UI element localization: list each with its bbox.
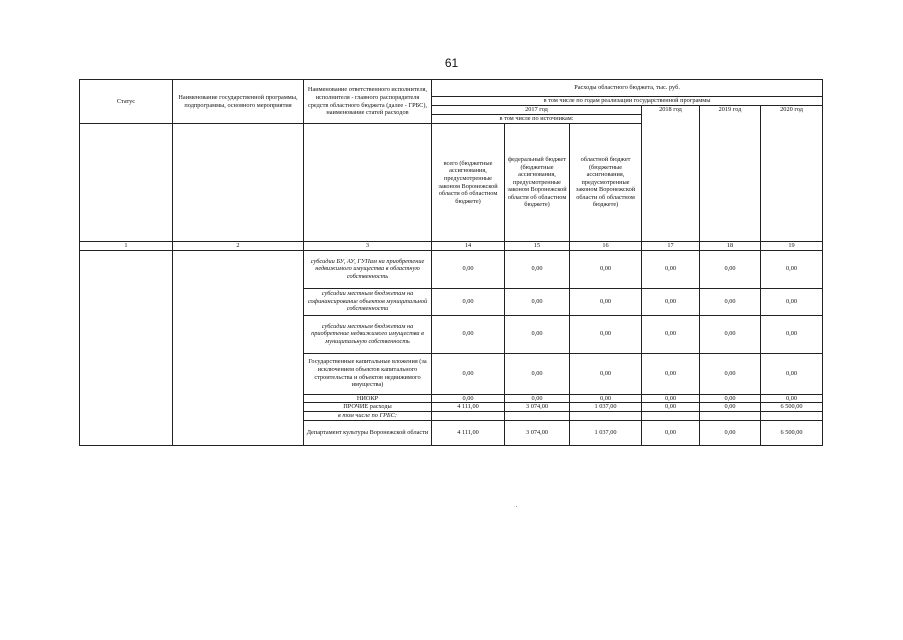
row-value: 0,00 [761, 288, 823, 315]
row-value: 0,00 [700, 403, 761, 412]
row-value [761, 411, 823, 420]
row-value: 1 037,00 [570, 420, 642, 445]
row-value: 0,00 [642, 394, 700, 403]
row-value: 0,00 [570, 250, 642, 288]
row-label: в том числе по ГРБС: [304, 411, 432, 420]
row-label: ПРОЧИЕ расходы [304, 403, 432, 412]
row-value [432, 411, 505, 420]
row-value: 0,00 [505, 288, 570, 315]
header-year-2018: 2018 год [642, 106, 700, 242]
row-value: 0,00 [761, 315, 823, 353]
row-value: 0,00 [570, 315, 642, 353]
row-value: 0,00 [570, 288, 642, 315]
column-number: 3 [304, 242, 432, 251]
column-number: 1 [80, 242, 173, 251]
row-value: 6 500,00 [761, 420, 823, 445]
row-value: 0,00 [700, 394, 761, 403]
row-label: субсидии местным бюджетам на софинансирование объектов муниципальной собственности [304, 288, 432, 315]
row-value: 3 074,00 [505, 420, 570, 445]
row-value: 0,00 [432, 315, 505, 353]
column-number: 16 [570, 242, 642, 251]
column-number: 17 [642, 242, 700, 251]
column-number: 15 [505, 242, 570, 251]
row-value: 0,00 [505, 353, 570, 394]
row-value: 4 111,00 [432, 403, 505, 412]
row-value [570, 411, 642, 420]
row-value: 4 111,00 [432, 420, 505, 445]
row-label: Государственные капитальные вложения (за исключением объектов капитального строительства и объектов недвижимого имущества) [304, 353, 432, 394]
row-label: субсидии БУ, АУ, ГУПам на приобретение недвижимого имущества в областную собственность [304, 250, 432, 288]
table-row [80, 250, 823, 288]
row-value: 0,00 [642, 403, 700, 412]
header-federal-budget: федеральный бюджет (бюджетные ассигнования, предусмотренные законом Воронежской области об областном бюджете) [505, 124, 570, 242]
row-value: 0,00 [700, 315, 761, 353]
row-value: 6 500,00 [761, 403, 823, 412]
row-value: 0,00 [570, 394, 642, 403]
row-label: субсидии местным бюджетам на приобретение недвижимого имущества в муниципальную собственность [304, 315, 432, 353]
header-year-2020: 2020 год [761, 106, 823, 242]
header-executor-name: Наименование ответственного исполнителя, исполнителя - главного распорядителя средств областного бюджета (далее - ГРБС), наименование статей расходов [304, 80, 432, 124]
header-by-years: в том числе по годам реализации государственной программы [432, 97, 823, 106]
row-value: 0,00 [505, 250, 570, 288]
row-value: 0,00 [700, 288, 761, 315]
row-value: 0,00 [432, 288, 505, 315]
row-value: 0,00 [700, 250, 761, 288]
page-number: 61 [444, 56, 459, 70]
column-number: 19 [761, 242, 823, 251]
column-number: 14 [432, 242, 505, 251]
column-number: 18 [700, 242, 761, 251]
budget-expenses-table [79, 79, 823, 446]
header-expenses-title: Расходы областного бюджета, тыс. руб. [432, 80, 823, 97]
row-value: 0,00 [642, 250, 700, 288]
program-name-cell [173, 250, 304, 445]
header-by-sources: в том числе по источникам: [432, 115, 642, 124]
row-value: 0,00 [642, 353, 700, 394]
row-value: 0,00 [642, 315, 700, 353]
column-number-row [80, 242, 823, 251]
row-value: 0,00 [432, 394, 505, 403]
status-cell [80, 250, 173, 445]
row-value: 0,00 [505, 315, 570, 353]
row-value: 0,00 [642, 420, 700, 445]
scan-speck [516, 506, 517, 507]
row-value: 0,00 [700, 353, 761, 394]
row-value: 1 037,00 [570, 403, 642, 412]
header-regional-budget: областной бюджет (бюджетные ассигнования, предусмотренные законом Воронежской области об областном бюджете) [570, 124, 642, 242]
row-value [642, 411, 700, 420]
row-value: 0,00 [700, 420, 761, 445]
row-value: 0,00 [570, 353, 642, 394]
row-label: НИОКР [304, 394, 432, 403]
column-number: 2 [173, 242, 304, 251]
header-year-2017: 2017 год [432, 106, 642, 115]
row-value: 3 074,00 [505, 403, 570, 412]
row-value: 0,00 [432, 250, 505, 288]
header-year-2019: 2019 год [700, 106, 761, 242]
row-value: 0,00 [761, 394, 823, 403]
row-value: 0,00 [761, 250, 823, 288]
row-label: Департамент культуры Воронежской области [304, 420, 432, 445]
header-total-budget: всего (бюджетные ассигнования, предусмотренные законом Воронежской области об областном бюджете) [432, 124, 505, 242]
row-value [700, 411, 761, 420]
header-status: Статус [80, 80, 173, 124]
header-program-name: Наименование государственной программы, подпрограммы, основного мероприятия [173, 80, 304, 124]
row-value [505, 411, 570, 420]
row-value: 0,00 [505, 394, 570, 403]
row-value: 0,00 [761, 353, 823, 394]
row-value: 0,00 [642, 288, 700, 315]
row-value: 0,00 [432, 353, 505, 394]
